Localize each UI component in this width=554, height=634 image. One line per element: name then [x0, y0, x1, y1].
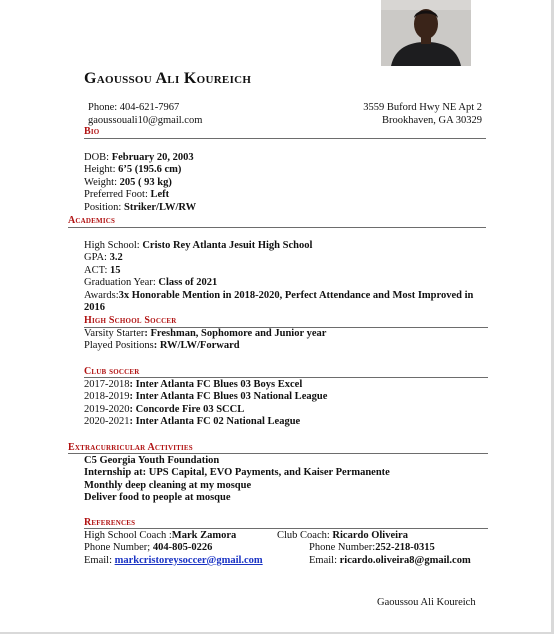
bio-item: Height: 6’5 (195.6 cm): [84, 164, 182, 176]
club-coach-phone: 252-218-0315: [375, 542, 435, 554]
divider-academics: [68, 227, 486, 228]
reference-high-school-coach: High School Coach :Mark Zamora Phone Number; 404-805-0226 Email: markcristoreysoccer@gmail.com: [84, 530, 263, 566]
club-soccer-item: 2017-2018: Inter Atlanta FC Blues 03 Boys Excel: [84, 379, 303, 390]
hs-coach-name: Mark Zamora: [171, 530, 237, 541]
hs-coach-phone: 404-805-0226: [152, 542, 213, 554]
academics-list: [84, 240, 488, 314]
academics-item: High School: Cristo Rey Atlanta Jesuit High School: [84, 240, 313, 251]
address-line-2: Brookhaven, GA 30329: [381, 115, 482, 126]
divider-club-soccer: [84, 377, 488, 378]
academics-item: GPA: 3.2: [84, 252, 123, 264]
academics-item: Graduation Year: Class of 2021: [84, 277, 218, 289]
contact-left: [88, 101, 202, 127]
extracurricular-item: C5 Georgia Youth Foundation: [84, 455, 220, 466]
section-heading-extracurricular: Extracurricular Activities: [68, 442, 193, 453]
profile-photo: [381, 0, 471, 66]
section-heading-academics: Academics: [68, 215, 116, 226]
bio-list: [84, 152, 196, 214]
club-soccer-item: 2020-2021: Inter Atlanta FC 02 National League: [84, 416, 301, 428]
bio-item: DOB: February 20, 2003: [84, 152, 194, 163]
extracurricular-list: [84, 455, 390, 505]
contact-address: [363, 101, 482, 127]
address-line-1: 3559 Buford Hwy NE Apt 2: [363, 102, 482, 113]
candidate-name: [84, 70, 251, 88]
name-last: Koureich: [183, 70, 252, 87]
club-coach-email: ricardo.oliveira8@gmail.com: [339, 554, 471, 566]
bio-item: Preferred Foot: Left: [84, 189, 170, 201]
name-middle: Ali: [155, 70, 180, 87]
extracurricular-item: Monthly deep cleaning at my mosque: [84, 479, 252, 491]
academics-item-awards: Awards:3x Honorable Mention in 2018-2020, Perfect Attendance and Most Improved in 2016: [84, 289, 474, 314]
high-school-soccer-list: [84, 328, 326, 353]
section-heading-references: References: [84, 517, 136, 528]
name-first: Gaoussou: [84, 70, 153, 87]
bio-item: Position: Striker/LW/RW: [84, 201, 197, 213]
club-coach-name: Ricardo Oliveira: [332, 530, 408, 541]
hs-soccer-item: Varsity Starter: Freshman, Sophomore and Junior year: [84, 328, 327, 339]
reference-club-coach: Club Coach: Ricardo Oliveira Phone Number:252-218-0315 Email: ricardo.oliveira8@gmail.com: [277, 530, 471, 566]
extracurricular-item: Deliver food to people at mosque: [84, 492, 231, 504]
club-soccer-item: 2018-2019: Inter Atlanta FC Blues 03 National League: [84, 391, 328, 403]
hs-soccer-item: Played Positions: RW/LW/Forward: [84, 340, 240, 352]
section-heading-high-school-soccer: High School Soccer: [84, 315, 177, 326]
bio-item: Weight: 205 ( 93 kg): [84, 176, 172, 188]
email-text: gaoussouali10@gmail.com: [88, 115, 203, 126]
section-heading-club-soccer: Club soccer: [84, 366, 140, 377]
divider-references: [84, 528, 488, 529]
divider-extracurricular: [68, 453, 488, 454]
signature-name: Gaoussou Ali Koureich: [377, 597, 476, 608]
extracurricular-item: Internship at: UPS Capital, EVO Payments, and Kaiser Permanente: [84, 467, 390, 479]
phone-text: Phone: 404-621-7967: [88, 102, 180, 113]
section-heading-bio: Bio: [84, 126, 100, 137]
club-soccer-list: [84, 379, 327, 429]
divider-bio: [84, 138, 486, 139]
academics-item: ACT: 15: [84, 264, 121, 276]
club-soccer-item: 2019-2020: Concorde Fire 03 SCCL: [84, 403, 245, 415]
hs-coach-email-link[interactable]: markcristoreysoccer@gmail.com: [114, 554, 263, 566]
person-photo-icon: [381, 0, 471, 66]
